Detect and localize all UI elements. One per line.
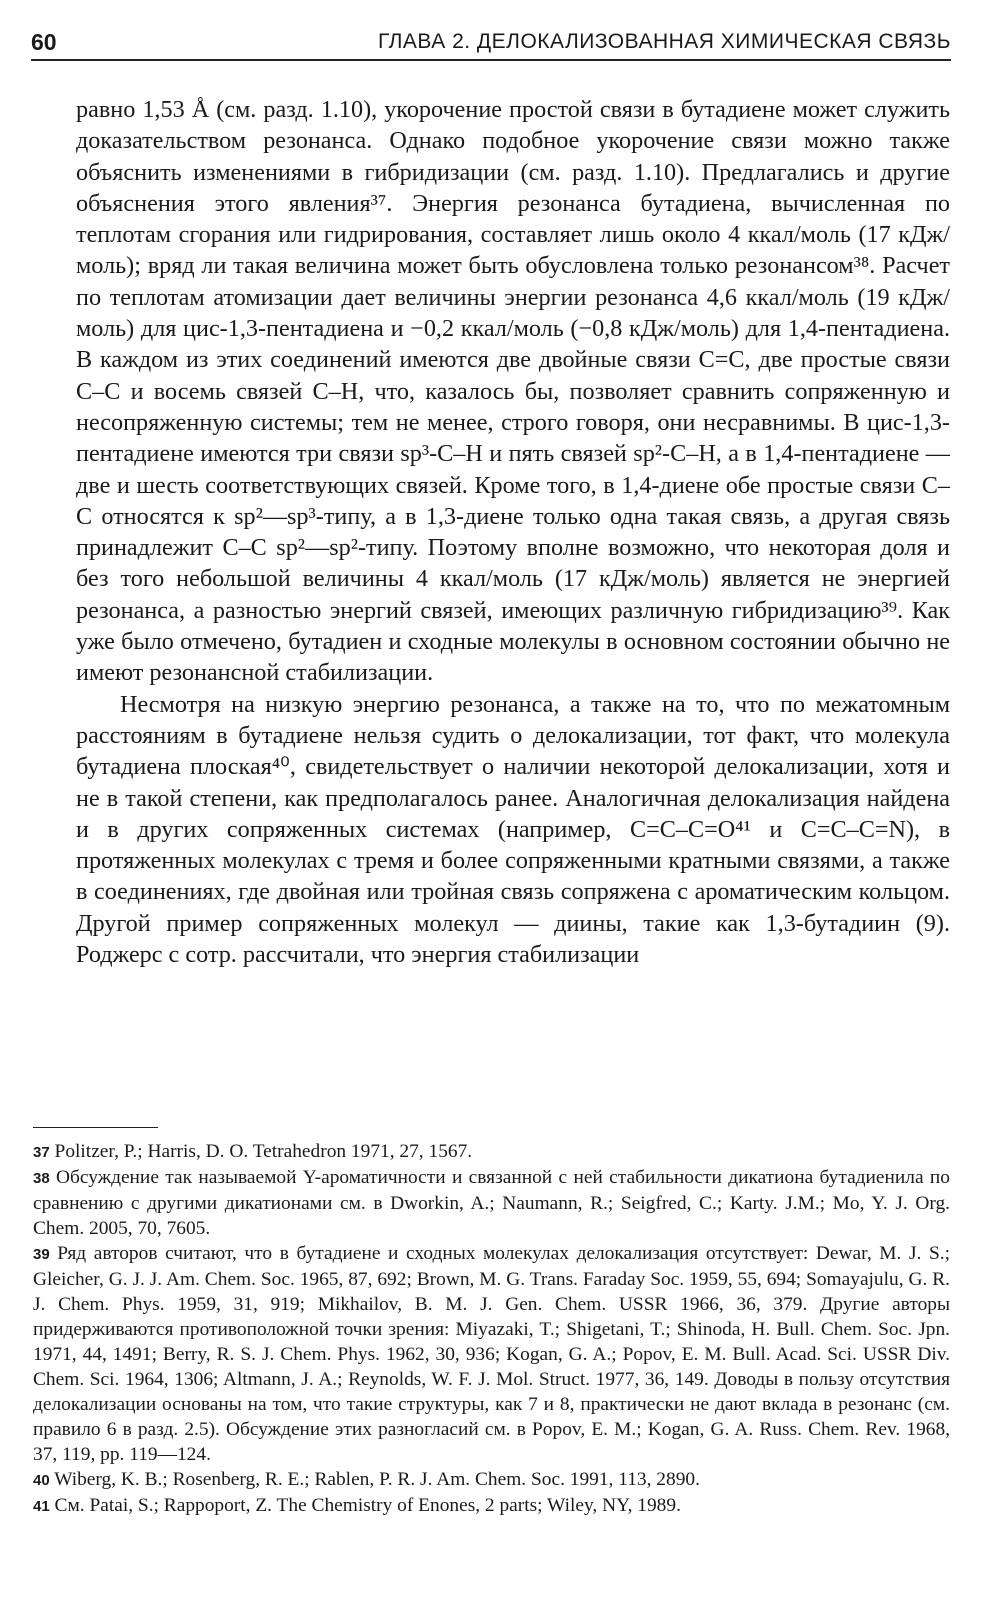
- footnote: [33, 1467, 950, 1493]
- footnote-number: 37: [33, 1144, 50, 1161]
- paragraph: равно 1,53 Å (см. разд. 1.10), укорочение простой связи в бутадиене может служить доказательством резонанса. Однако подобное укорочение связи можно также объяснить изменениями в гибридизации (см. разд. 1.10). Предлагались и другие объяснения этого явления³⁷. Энергия резонанса бутадиена, вычисленная по теплотам сгорания или гидрирования, составляет лишь около 4 ккал/моль (17 кДж/моль); вряд ли такая величина может быть обусловлена только резонансом³⁸. Расчет по теплотам атомизации дает величины энергии резонанса 4,6 ккал/моль (19 кДж/моль) для цис-1,3-пентадиена и −0,2 ккал/моль (−0,8 кДж/моль) для 1,4-пентадиена. В каждом из этих соединений имеются две двойные связи С=С, две простые связи С–С и восемь связей С–Н, что, казалось бы, позволяет сравнить сопряженную и несопряженную системы; тем не менее, строго говоря, они несравнимы. В цис-1,3-пентадиене имеются три связи sp³-C–H и пять связей sp²-C–H, а в 1,4-пентадиене — две и шесть соответствующих связей. Кроме того, в 1,4-диене обе простые связи С–С относятся к sp²—sp³-типу, а в 1,3-диене только одна такая связь, а другая связь принадлежит С–С sp²—sp²-типу. Поэтому вполне возможно, что некоторая доля и без того небольшой величины 4 ккал/моль (17 кДж/моль) является не энергией резонанса, а разностью энергий связей, имеющих различную гибридизацию³⁹. Как уже было отмечено, бутадиен и сходные молекулы в основном состоянии обычно не имеют резонансной стабилизации.: [76, 96, 950, 687]
- footnote-divider: [33, 1127, 158, 1128]
- footnote-number: 41: [33, 1498, 50, 1515]
- footnote-number: 40: [33, 1472, 50, 1489]
- page-number: 60: [31, 29, 57, 55]
- footnote-text: См. Patai, S.; Rappoport, Z. The Chemistry of Enones, 2 parts; Wiley, NY, 1989.: [54, 1495, 681, 1516]
- paragraph: Несмотря на низкую энергию резонанса, а также на то, что по межатомным расстояниям в бутадиене нельзя судить о делокализации, тот факт, что молекула бутадиена плоская⁴⁰, свидетельствует о наличии некоторой делокализации, хотя и не в такой степени, как предполагалось ранее. Аналогичная делокализация найдена и в других сопряженных системах (например, С=С–С=О⁴¹ и С=С–С=N), в протяженных молекулах с тремя и более сопряженными кратными связями, а также в соединениях, где двойная или тройная связь сопряжена с ароматическим кольцом. Другой пример сопряженных молекул — диины, такие как 1,3-бутадиин (9). Роджерс с сотр. рассчитали, что энергия стабилизации: [76, 690, 950, 969]
- footnote-text: Politzer, P.; Harris, D. O. Tetrahedron 1971, 27, 1567.: [54, 1141, 473, 1162]
- footnote-text: Ряд авторов считают, что в бутадиене и сходных молекулах делокализация отсутствует: Dewar, M. J. S.; Gleicher, G. J. J. Am. Chem. Soc. 1965, 87, 692; Brown, M. G. Trans. Faraday Soc. 1959, 55, 694; Somayajulu, G. R. J. Chem. Phys. 1959, 31, 919; Mikhailov, B. M. J. Gen. Chem. USSR 1966, 36, 379. Другие авторы придерживаются противоположной точки зрения: Miyazaki, T.; Shigetani, T.; Shinoda, H. Bull. Chem. Soc. Jpn. 1971, 44, 1491; Berry, R. S. J. Chem. Phys. 1962, 30, 936; Kogan, G. A.; Popov, E. M. Bull. Acad. Sci. USSR Div. Chem. Sci. 1964, 1306; Altmann, J. A.; Reynolds, W. F. J. Mol. Struct. 1977, 36, 149. Доводы в пользу отсутствия делокализации основаны на том, что такие структуры, как 7 и 8, практически не дают вклада в резонанс (см. правило 6 в разд. 2.5). Обсуждение этих разногласий см. в Popov, E. M.; Kogan, G. A. Russ. Chem. Rev. 1968, 37, 119, pp. 119—124.: [33, 1243, 950, 1465]
- footnotes: [33, 1139, 950, 1519]
- body-text: [76, 94, 950, 970]
- footnote: [33, 1241, 950, 1467]
- footnote: [33, 1165, 950, 1241]
- footnote-number: 39: [33, 1246, 50, 1263]
- footnote: [33, 1493, 950, 1519]
- footnote-text: Обсуждение так называемой Y-ароматичности и связанной с ней стабильности дикатиона бутадиенила по сравнению с другими дикатионами см. в Dworkin, A.; Naumann, R.; Seigfred, C.; Karty. J.M.; Mo, Y. J. Org. Chem. 2005, 70, 7605.: [33, 1167, 950, 1239]
- footnote-number: 38: [33, 1170, 50, 1187]
- page-header: [31, 27, 951, 61]
- footnote-text: Wiberg, K. B.; Rosenberg, R. E.; Rablen, P. R. J. Am. Chem. Soc. 1991, 113, 2890.: [54, 1469, 700, 1490]
- footnote: [33, 1139, 950, 1165]
- running-head: ГЛАВА 2. ДЕЛОКАЛИЗОВАННАЯ ХИМИЧЕСКАЯ СВЯЗЬ: [377, 30, 951, 53]
